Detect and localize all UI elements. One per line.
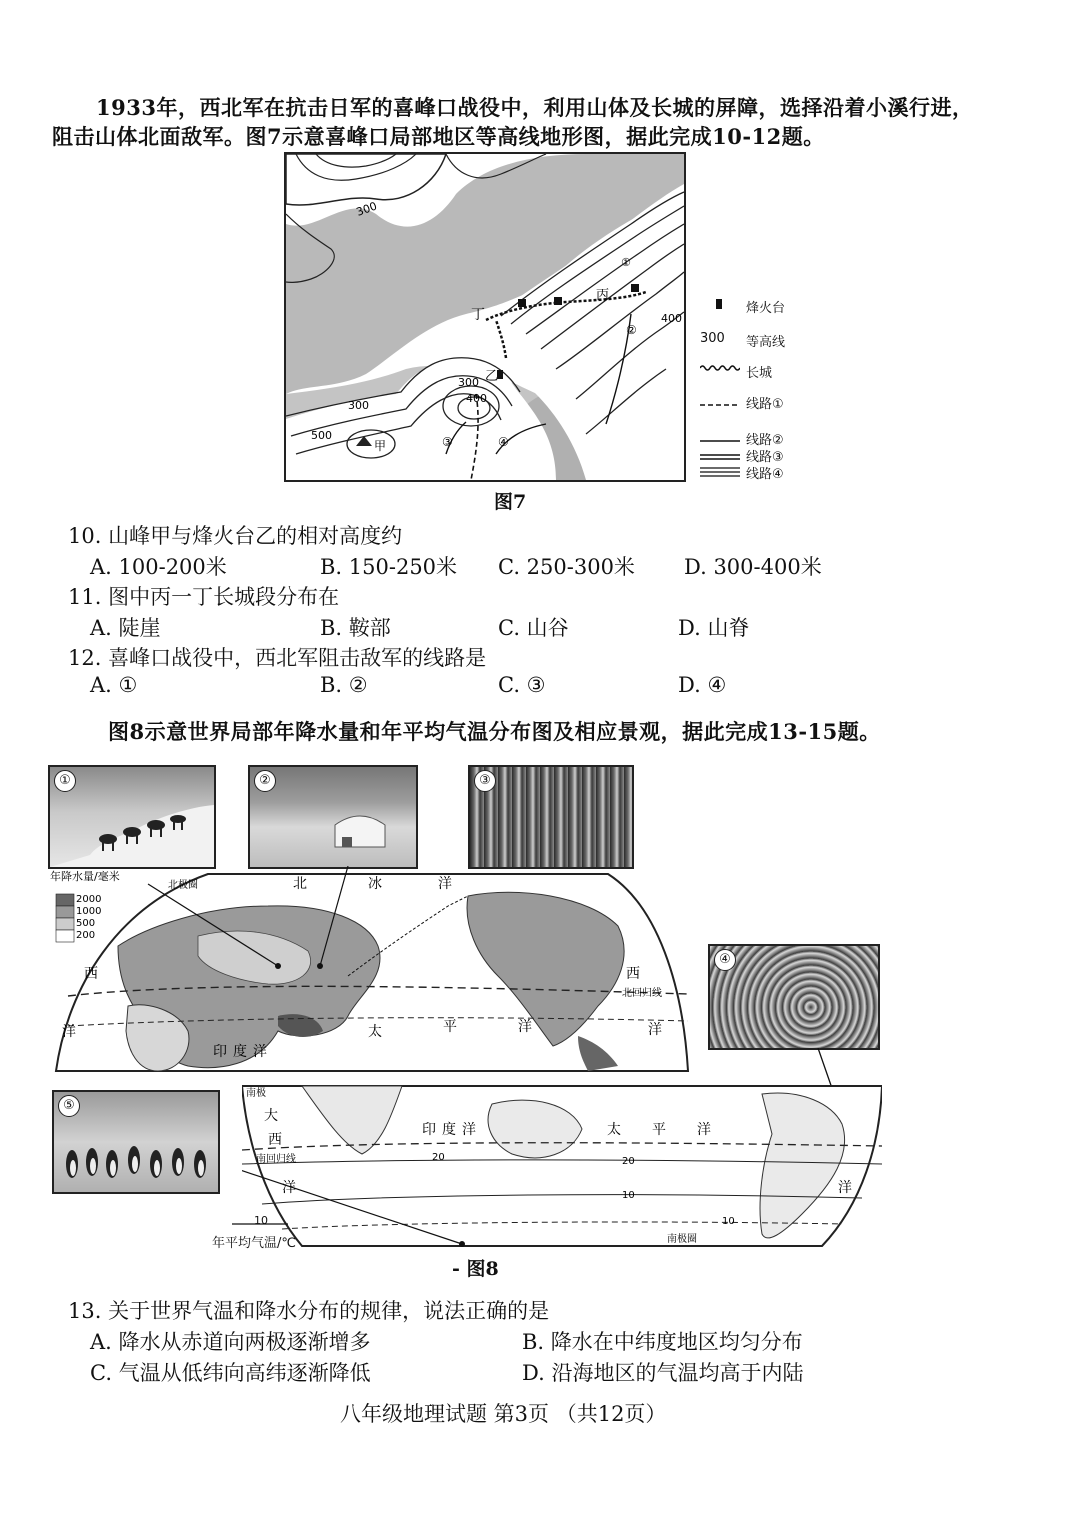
q12-option-a[interactable]: A. ① (90, 673, 138, 697)
triple-line-icon (700, 467, 740, 477)
legend-contour-label: 等高线 (746, 335, 786, 350)
yi-label: 乙 (485, 369, 499, 384)
q10-option-c[interactable]: C. 250-300米 (498, 555, 635, 579)
contour-300-c: 300 (348, 399, 369, 412)
iso20-a: 20 (432, 1152, 445, 1163)
q13-option-a[interactable]: A. 降水从赤道向两极逐渐增多 (90, 1330, 371, 1354)
photo-1-desert-camels (48, 765, 216, 869)
jia-label: 甲 (374, 439, 387, 453)
photo-3-forest (468, 765, 634, 869)
penguin-group-icon (54, 1092, 218, 1192)
contour-300-a: 300 (354, 199, 379, 219)
single-line-icon (700, 438, 740, 444)
legend-contour-sample: 300 (700, 331, 725, 346)
pacific-1: 太 (368, 1024, 382, 1040)
photo-4-badge: ④ (714, 949, 736, 971)
temp-legend-label: 年平均气温/℃ (212, 1236, 296, 1251)
intro1-line1: 1933年，西北军在抗击日军的喜峰口战役中，利用山体及长城的屏障，选择沿着小溪行进， (96, 95, 974, 120)
south-polar-label: 南极 (246, 1088, 266, 1099)
yang-right-label: 洋 (648, 1022, 662, 1038)
iso10-b: 10 (722, 1216, 735, 1227)
figure8-lower-map (242, 1084, 882, 1248)
indian-low-1: 印 (422, 1122, 436, 1138)
q12-option-d[interactable]: D. ④ (678, 673, 727, 697)
dashed-line-icon (700, 402, 740, 408)
north-ice-2: 冰 (368, 876, 382, 892)
q10-stem: 10. 山峰甲与烽火台乙的相对高度约 (68, 524, 403, 548)
arctic-circle-label: 北极圈 (168, 880, 198, 891)
wall-icon (700, 363, 740, 373)
photo-4-rainforest (708, 944, 880, 1050)
pacific-2: 平 (443, 1019, 457, 1035)
figure8-upper-map (48, 866, 698, 1076)
route3-marker: ③ (442, 435, 453, 449)
precip-500: 500 (76, 918, 96, 929)
da-label: 大 (264, 1108, 278, 1124)
q12-stem: 12. 喜峰口战役中，西北军阻击敌军的线路是 (68, 646, 487, 670)
q13-option-b[interactable]: B. 降水在中纬度地区均匀分布 (522, 1330, 803, 1354)
contour-500: 500 (311, 429, 332, 442)
q11-option-a[interactable]: A. 陡崖 (90, 616, 161, 640)
q11-option-d[interactable]: D. 山脊 (678, 616, 750, 640)
indian-1: 印 (213, 1044, 227, 1060)
legend-triple-symbol (700, 466, 740, 481)
route2-marker: ② (626, 323, 637, 337)
yang-left-label: 洋 (62, 1024, 76, 1040)
legend-single-symbol (700, 433, 740, 448)
q13-stem: 13. 关于世界气温和降水分布的规律，说法正确的是 (68, 1299, 550, 1323)
north-ice-3: 洋 (438, 876, 452, 892)
camel-caravan-icon (50, 767, 214, 867)
yurt-icon (250, 767, 416, 867)
iso20-b: 20 (622, 1156, 635, 1167)
intro1-line2: 阻击山体北面敌军。图7示意喜峰口局部地区等高线地形图，据此完成10-12题。 (52, 124, 825, 149)
precip-200: 200 (76, 930, 96, 941)
q10-option-a[interactable]: A. 100-200米 (90, 555, 227, 579)
photo-5-penguins (52, 1090, 220, 1194)
q11-option-b[interactable]: B. 鞍部 (320, 616, 391, 640)
figure7-contour-map (284, 152, 686, 482)
legend-route1-label: 线路① (746, 397, 784, 412)
legend-route3-label: 线路③ (746, 450, 784, 465)
q11-option-c[interactable]: C. 山谷 (498, 616, 569, 640)
contour-300-b: 300 (458, 376, 479, 389)
pacific-low-3: 洋 (697, 1122, 711, 1138)
west-top-label: 西 (84, 966, 98, 982)
indian-low-3: 洋 (462, 1122, 476, 1138)
legend-route4-label: 线路④ (746, 467, 784, 482)
beacon-icon (714, 298, 724, 310)
iso10-a: 10 (622, 1190, 635, 1201)
xi-label: 西 (268, 1132, 282, 1148)
antarctic-circle-label: 南极圈 (667, 1234, 697, 1245)
intro2: 图8示意世界局部年降水量和年平均气温分布图及相应景观，据此完成13-15题。 (108, 719, 881, 744)
indian-low-2: 度 (442, 1122, 456, 1138)
q11-stem: 11. 图中丙一丁长城段分布在 (68, 585, 340, 609)
contour-map-svg (286, 154, 684, 480)
q13-option-c[interactable]: C. 气温从低纬向高纬逐渐降低 (90, 1361, 371, 1385)
q10-option-d[interactable]: D. 300-400米 (684, 555, 822, 579)
route4-marker: ④ (498, 435, 509, 449)
north-ice-1: 北 (293, 876, 307, 892)
bing-label: 丙 (596, 288, 610, 303)
legend-dashed-symbol (700, 397, 740, 412)
legend-beacon-symbol (714, 298, 724, 314)
photo-5-badge: ⑤ (58, 1095, 80, 1117)
indian-2: 度 (233, 1044, 247, 1060)
q13-option-d[interactable]: D. 沿海地区的气温均高于内陆 (522, 1361, 804, 1385)
yang-low-label: 洋 (282, 1180, 296, 1196)
yang-low-right-label: 洋 (838, 1180, 852, 1196)
q10-option-b[interactable]: B. 150-250米 (320, 555, 458, 579)
precip-2000: 2000 (76, 894, 102, 905)
double-line-icon (700, 453, 740, 461)
legend-wall-symbol (700, 362, 740, 377)
tropic-cancer-label: 北回归线 (622, 988, 662, 999)
route1-marker: ① (621, 256, 631, 269)
figure7-caption: 图7 (494, 491, 527, 513)
legend-route2-label: 线路② (746, 433, 784, 448)
pacific-3: 洋 (518, 1019, 532, 1035)
precip-1000: 1000 (76, 906, 102, 917)
contour-400-a: 400 (661, 312, 682, 325)
q12-option-c[interactable]: C. ③ (498, 673, 546, 697)
legend-wall-label: 长城 (746, 366, 773, 381)
contour-400-b: 400 (466, 392, 487, 405)
photo-3-badge: ③ (474, 770, 496, 792)
pacific-low-1: 太 (607, 1122, 621, 1138)
pacific-low-2: 平 (652, 1122, 666, 1138)
precip-legend-title: 年降水量/毫米 (50, 870, 120, 883)
page-footer: 八年级地理试题 第3页 （共12页） (340, 1402, 667, 1426)
photo-2-yurt (248, 765, 418, 869)
q12-option-b[interactable]: B. ② (320, 673, 368, 697)
tropic-capricorn-label: 南回归线 (256, 1154, 296, 1165)
ding-label: 丁 (471, 307, 485, 323)
figure8-caption: - 图8 (452, 1258, 499, 1280)
indian-3: 洋 (253, 1044, 267, 1060)
legend-beacon-label: 烽火台 (746, 301, 786, 316)
temp-legend-value: 10 (254, 1214, 268, 1227)
west-right-label: 西 (626, 966, 640, 982)
legend-double-symbol (700, 450, 740, 465)
photo-2-badge: ② (254, 770, 276, 792)
photo-1-badge: ① (54, 770, 76, 792)
